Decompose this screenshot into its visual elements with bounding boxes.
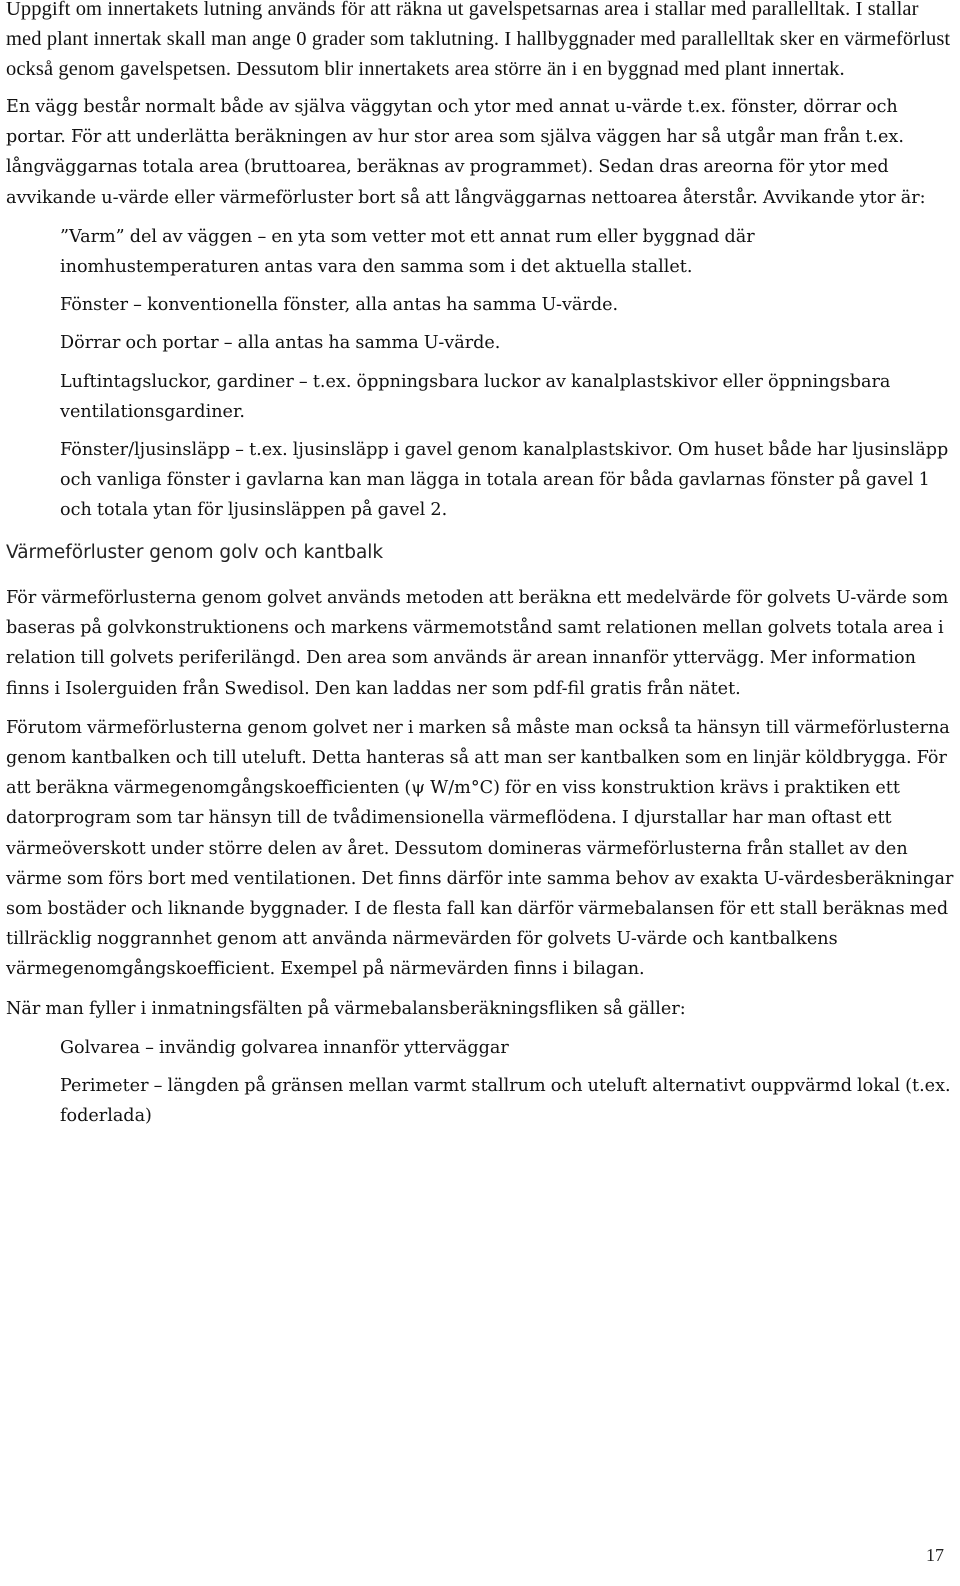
intro-paragraph: Uppgift om innertakets lutning används för att räkna ut gavelspetsarnas area i stallar med parallelltak. I stallar med plant innertak skall man ange 0 grader som taklutning. I hallbyggnader med parallelltak sker en värmeförlust också genom gavelspetsen. Dessutom blir innertakets area större än i en byggnad med plant innertak. [6, 0, 951, 80]
page-number: 17 [926, 1545, 944, 1565]
list-item: Fönster/ljusinsläpp – t.ex. ljusinsläpp i gavel genom kanalplastskivor. Om huset både har ljusinsläpp och vanliga fönster i gavlarna kan man lägga in totala arean för båda gavlarnas fönster på gavel 1 och totala ytan för ljusinsläppen på gavel 2. [60, 440, 949, 521]
list-item: Golvarea – invändig golvarea innanför ytterväggar [60, 1037, 509, 1058]
list-item: ”Varm” del av väggen – en yta som vetter mot ett annat rum eller byggnad där inomhustemperaturen antas vara den samma som i det aktuella stallet. [60, 226, 755, 278]
input-fields-list [6, 1033, 954, 1132]
list-item: Dörrar och portar – alla antas ha samma U-värde. [60, 333, 501, 354]
walls-paragraph: En vägg består normalt både av själva väggytan och ytor med annat u-värde t.ex. fönster, dörrar och portar. För att underlätta beräkningen av hur stor area som själva väggen har så utgår man från t.ex. långväggarnas totala area (bruttoarea, beräknas av programmet). Sedan dras areorna för ytor med avvikande u-värde eller värmeförluster bort så att långväggarnas nettoarea återstår. Avvikande ytor är: [6, 97, 926, 208]
list-item: Luftintagsluckor, gardiner – t.ex. öppningsbara luckor av kanalplastskivor eller öppningsbara ventilationsgardiner. [60, 371, 891, 422]
deviating-surfaces-list [6, 222, 954, 526]
list-item: Perimeter – längden på gränsen mellan varmt stallrum och uteluft alternativt ouppvärmd lokal (t.ex. foderlada) [60, 1076, 951, 1127]
input-intro: När man fyller i inmatningsfälten på värmebalansberäkningsfliken så gäller: [6, 998, 686, 1019]
floor-paragraph-1: För värmeförlusterna genom golvet används metoden att beräkna ett medelvärde för golvets U-värde som baseras på golvkonstruktionens och markens värmemotstånd samt relationen mellan golvets totala area i relation till golvets periferilängd. Den area som används är arean innanför yttervägg. Mer information finns i Isolerguiden från Swedisol. Den kan laddas ner som pdf-fil gratis från nätet. [6, 587, 949, 699]
list-item: Fönster – konventionella fönster, alla antas ha samma U-värde. [60, 295, 619, 316]
floor-paragraph-2: Förutom värmeförlusterna genom golvet ner i marken så måste man också ta hänsyn till värmeförlusterna genom kantbalken och till uteluft. Detta hanteras så att man ser kantbalken som en linjär köldbrygga. För att beräkna värmegenomgångskoefficienten (ψ W/m°C) för en viss konstruktion krävs i praktiken ett datorprogram som tar hänsyn till de tvådimensionella värmeflödena. I djurstallar har man oftast ett värmeöverskott under större delen av året. Dessutom domineras värmeförlusterna från stallet av den värme som förs bort med ventilationen. Det finns därför inte samma behov av exakta U-värdesberäkningar som bostäder och liknande byggnader. I de flesta fall kan därför värmebalansen för ett stall beräknas med tillräcklig noggrannhet genom att använda närmevärden för golvets U-värde och kantbalkens värmegenomgångskoefficient. Exempel på närmevärden finns i bilagan. [6, 717, 954, 980]
section-heading: Värmeförluster genom golv och kantbalk [6, 541, 384, 563]
